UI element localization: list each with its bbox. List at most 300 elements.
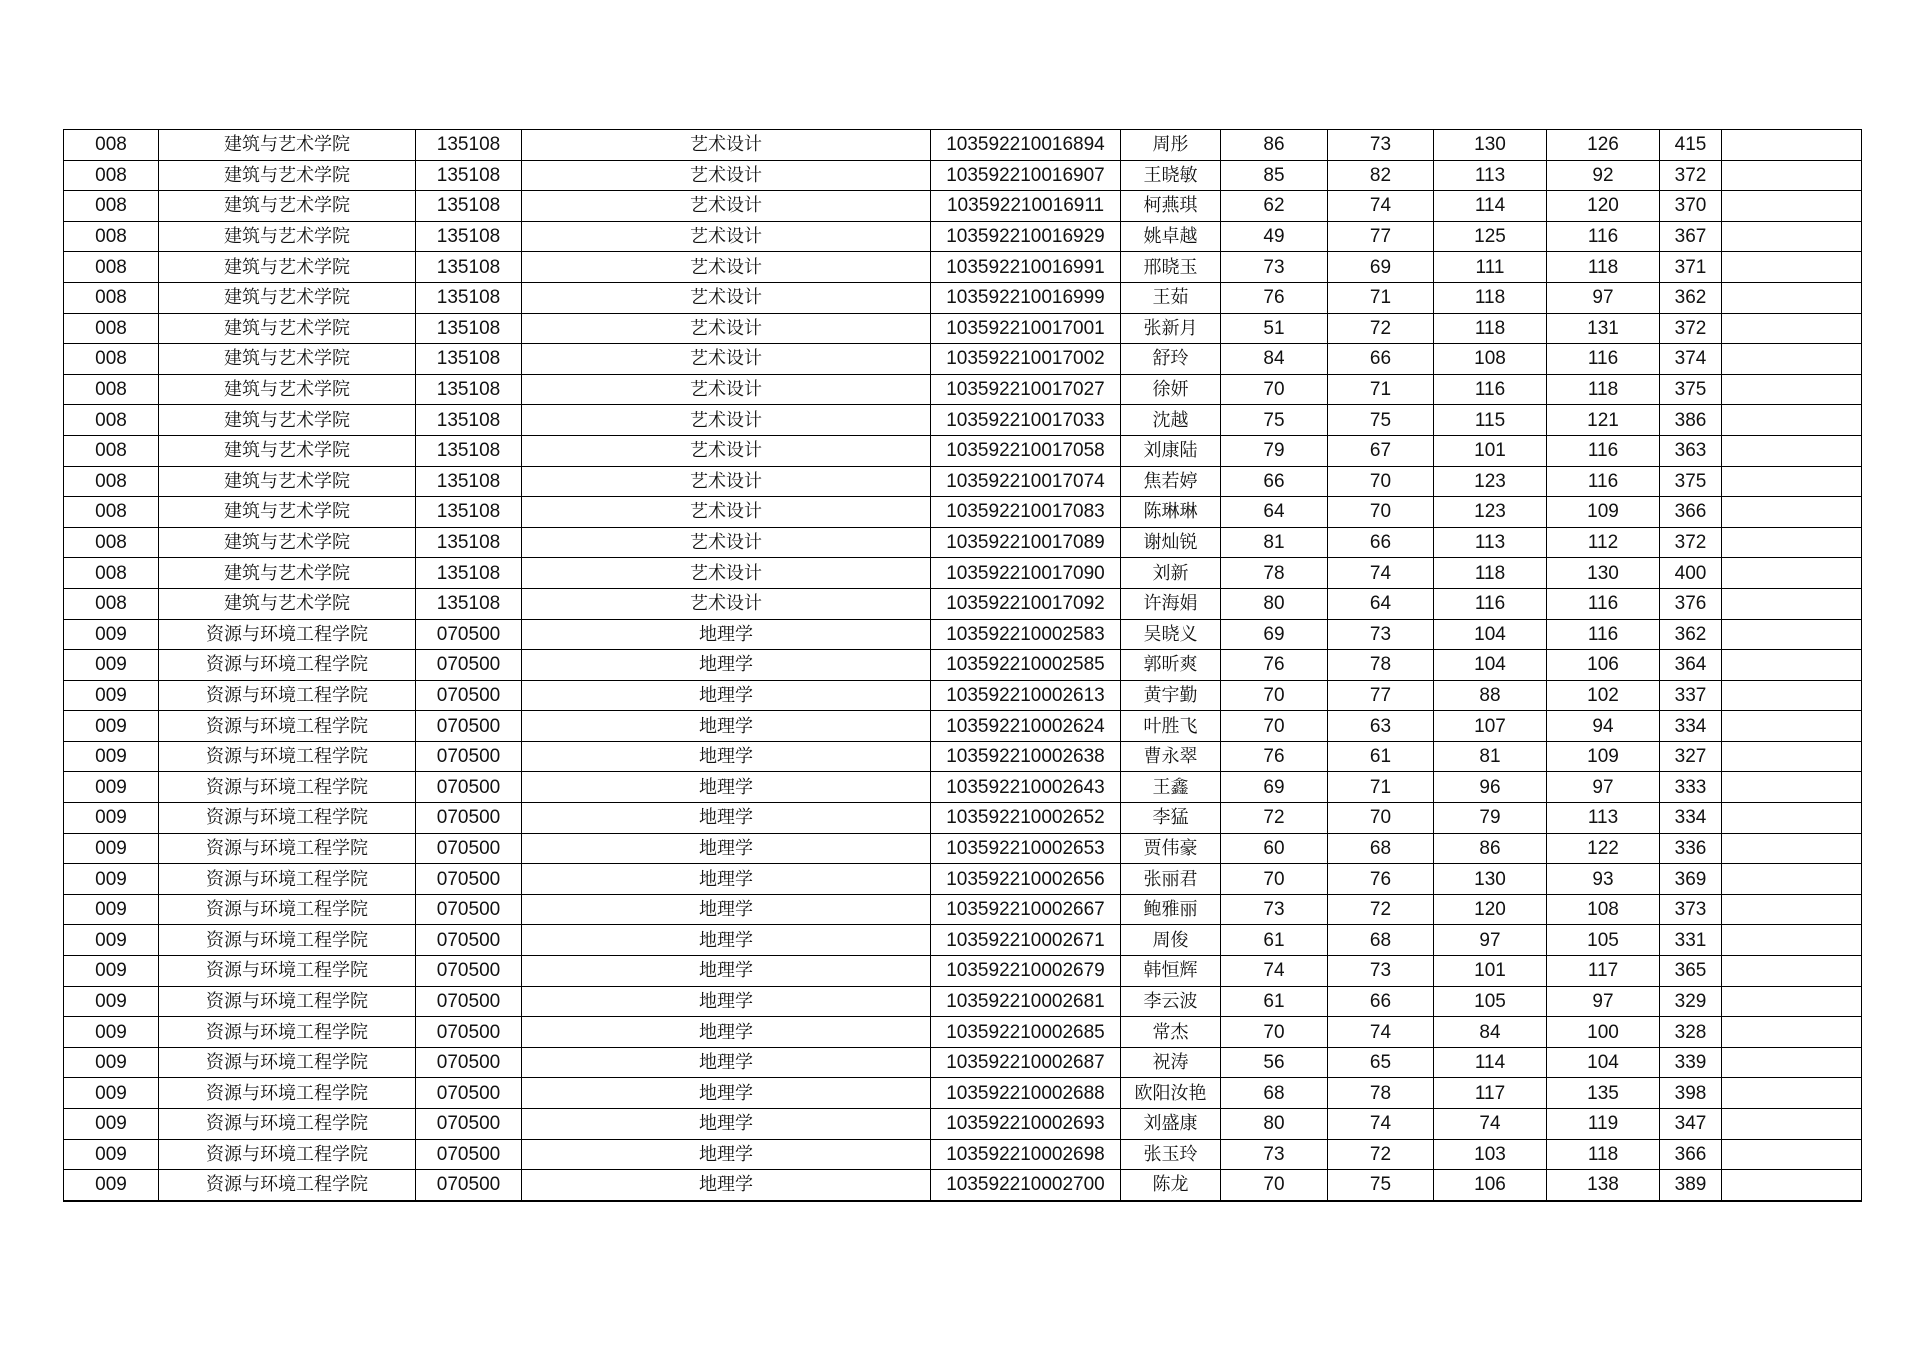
major-code-cell: 135108 <box>416 221 522 252</box>
exam-id-cell: 103592210002613 <box>931 680 1121 711</box>
major-code-cell: 070500 <box>416 680 522 711</box>
table-row <box>64 405 1862 436</box>
college-name-cell: 建筑与艺术学院 <box>159 191 416 222</box>
remark-cell <box>1722 711 1862 742</box>
college-code-cell: 009 <box>64 711 159 742</box>
college-name-cell: 资源与环境工程学院 <box>159 1139 416 1170</box>
student-name-cell: 黄宇勤 <box>1121 680 1221 711</box>
exam-id-cell: 103592210002679 <box>931 956 1121 987</box>
college-code-cell: 009 <box>64 1139 159 1170</box>
major-name-cell: 艺术设计 <box>522 374 931 405</box>
student-name-cell: 周俊 <box>1121 925 1221 956</box>
remark-cell <box>1722 1170 1862 1201</box>
score-2-cell: 70 <box>1328 803 1434 834</box>
college-code-cell: 009 <box>64 925 159 956</box>
exam-id-cell: 103592210017001 <box>931 313 1121 344</box>
exam-id-cell: 103592210017033 <box>931 405 1121 436</box>
table-row <box>64 588 1862 619</box>
major-code-cell: 070500 <box>416 619 522 650</box>
major-code-cell: 135108 <box>416 252 522 283</box>
table-row <box>64 925 1862 956</box>
college-code-cell: 009 <box>64 986 159 1017</box>
student-name-cell: 徐妍 <box>1121 374 1221 405</box>
college-name-cell: 资源与环境工程学院 <box>159 741 416 772</box>
college-code-cell: 008 <box>64 160 159 191</box>
total-score-cell: 400 <box>1660 558 1722 589</box>
table-row <box>64 1139 1862 1170</box>
remark-cell <box>1722 650 1862 681</box>
score-4-cell: 122 <box>1547 833 1660 864</box>
table-row <box>64 435 1862 466</box>
score-3-cell: 114 <box>1434 191 1547 222</box>
score-3-cell: 101 <box>1434 435 1547 466</box>
remark-cell <box>1722 160 1862 191</box>
score-3-cell: 125 <box>1434 221 1547 252</box>
exam-id-cell: 103592210002656 <box>931 864 1121 895</box>
exam-id-cell: 103592210017027 <box>931 374 1121 405</box>
exam-id-cell: 103592210016999 <box>931 282 1121 313</box>
major-code-cell: 070500 <box>416 986 522 1017</box>
student-name-cell: 王茹 <box>1121 282 1221 313</box>
score-4-cell: 116 <box>1547 466 1660 497</box>
college-name-cell: 资源与环境工程学院 <box>159 803 416 834</box>
major-name-cell: 地理学 <box>522 1047 931 1078</box>
score-1-cell: 69 <box>1221 619 1328 650</box>
score-3-cell: 130 <box>1434 130 1547 161</box>
major-name-cell: 地理学 <box>522 680 931 711</box>
student-name-cell: 鲍雅丽 <box>1121 894 1221 925</box>
student-name-cell: 李猛 <box>1121 803 1221 834</box>
score-2-cell: 77 <box>1328 680 1434 711</box>
college-name-cell: 资源与环境工程学院 <box>159 833 416 864</box>
score-2-cell: 74 <box>1328 1017 1434 1048</box>
major-code-cell: 135108 <box>416 588 522 619</box>
score-3-cell: 106 <box>1434 1170 1547 1201</box>
college-code-cell: 009 <box>64 1078 159 1109</box>
score-2-cell: 68 <box>1328 833 1434 864</box>
table-row <box>64 558 1862 589</box>
major-name-cell: 地理学 <box>522 619 931 650</box>
total-score-cell: 363 <box>1660 435 1722 466</box>
college-code-cell: 008 <box>64 221 159 252</box>
exam-id-cell: 103592210002652 <box>931 803 1121 834</box>
score-2-cell: 73 <box>1328 956 1434 987</box>
score-4-cell: 138 <box>1547 1170 1660 1201</box>
student-name-cell: 常杰 <box>1121 1017 1221 1048</box>
total-score-cell: 336 <box>1660 833 1722 864</box>
remark-cell <box>1722 313 1862 344</box>
exam-id-cell: 103592210002685 <box>931 1017 1121 1048</box>
score-4-cell: 108 <box>1547 894 1660 925</box>
remark-cell <box>1722 803 1862 834</box>
exam-id-cell: 103592210016991 <box>931 252 1121 283</box>
major-name-cell: 地理学 <box>522 986 931 1017</box>
score-1-cell: 61 <box>1221 925 1328 956</box>
college-code-cell: 008 <box>64 374 159 405</box>
table-row <box>64 864 1862 895</box>
college-name-cell: 建筑与艺术学院 <box>159 252 416 283</box>
major-code-cell: 135108 <box>416 435 522 466</box>
student-name-cell: 张新月 <box>1121 313 1221 344</box>
major-name-cell: 艺术设计 <box>522 435 931 466</box>
score-3-cell: 97 <box>1434 925 1547 956</box>
major-code-cell: 135108 <box>416 558 522 589</box>
score-3-cell: 115 <box>1434 405 1547 436</box>
table-row <box>64 344 1862 375</box>
score-2-cell: 75 <box>1328 1170 1434 1201</box>
score-4-cell: 118 <box>1547 374 1660 405</box>
total-score-cell: 339 <box>1660 1047 1722 1078</box>
remark-cell <box>1722 894 1862 925</box>
remark-cell <box>1722 1047 1862 1078</box>
exam-id-cell: 103592210002671 <box>931 925 1121 956</box>
score-3-cell: 113 <box>1434 527 1547 558</box>
major-code-cell: 070500 <box>416 833 522 864</box>
score-1-cell: 49 <box>1221 221 1328 252</box>
table-row <box>64 1109 1862 1140</box>
table-row <box>64 1078 1862 1109</box>
major-name-cell: 地理学 <box>522 1139 931 1170</box>
score-3-cell: 111 <box>1434 252 1547 283</box>
exam-id-cell: 103592210017058 <box>931 435 1121 466</box>
student-name-cell: 吴晓义 <box>1121 619 1221 650</box>
college-code-cell: 008 <box>64 313 159 344</box>
major-code-cell: 070500 <box>416 1047 522 1078</box>
score-2-cell: 69 <box>1328 252 1434 283</box>
exam-id-cell: 103592210017074 <box>931 466 1121 497</box>
college-name-cell: 建筑与艺术学院 <box>159 374 416 405</box>
total-score-cell: 364 <box>1660 650 1722 681</box>
major-code-cell: 135108 <box>416 313 522 344</box>
total-score-cell: 386 <box>1660 405 1722 436</box>
score-4-cell: 131 <box>1547 313 1660 344</box>
major-code-cell: 070500 <box>416 741 522 772</box>
score-1-cell: 73 <box>1221 252 1328 283</box>
score-4-cell: 113 <box>1547 803 1660 834</box>
score-1-cell: 86 <box>1221 130 1328 161</box>
score-table-body <box>64 130 1862 1201</box>
table-row <box>64 527 1862 558</box>
student-name-cell: 刘康陆 <box>1121 435 1221 466</box>
exam-id-cell: 103592210016894 <box>931 130 1121 161</box>
score-2-cell: 78 <box>1328 650 1434 681</box>
total-score-cell: 370 <box>1660 191 1722 222</box>
table-row <box>64 772 1862 803</box>
score-3-cell: 103 <box>1434 1139 1547 1170</box>
score-2-cell: 72 <box>1328 313 1434 344</box>
score-2-cell: 74 <box>1328 191 1434 222</box>
major-code-cell: 135108 <box>416 466 522 497</box>
exam-id-cell: 103592210002681 <box>931 986 1121 1017</box>
major-code-cell: 070500 <box>416 1139 522 1170</box>
exam-id-cell: 103592210002643 <box>931 772 1121 803</box>
major-code-cell: 070500 <box>416 1109 522 1140</box>
table-row <box>64 221 1862 252</box>
student-name-cell: 张玉玲 <box>1121 1139 1221 1170</box>
major-name-cell: 艺术设计 <box>522 344 931 375</box>
remark-cell <box>1722 956 1862 987</box>
exam-id-cell: 103592210002585 <box>931 650 1121 681</box>
college-name-cell: 建筑与艺术学院 <box>159 466 416 497</box>
remark-cell <box>1722 191 1862 222</box>
score-3-cell: 107 <box>1434 711 1547 742</box>
score-2-cell: 76 <box>1328 864 1434 895</box>
remark-cell <box>1722 221 1862 252</box>
remark-cell <box>1722 374 1862 405</box>
major-name-cell: 地理学 <box>522 741 931 772</box>
college-code-cell: 008 <box>64 466 159 497</box>
major-code-cell: 135108 <box>416 527 522 558</box>
score-2-cell: 77 <box>1328 221 1434 252</box>
student-name-cell: 许海娟 <box>1121 588 1221 619</box>
college-name-cell: 资源与环境工程学院 <box>159 1047 416 1078</box>
score-1-cell: 76 <box>1221 741 1328 772</box>
major-code-cell: 070500 <box>416 772 522 803</box>
student-name-cell: 焦若婷 <box>1121 466 1221 497</box>
score-4-cell: 112 <box>1547 527 1660 558</box>
major-name-cell: 艺术设计 <box>522 405 931 436</box>
score-1-cell: 51 <box>1221 313 1328 344</box>
college-code-cell: 008 <box>64 588 159 619</box>
score-3-cell: 74 <box>1434 1109 1547 1140</box>
score-2-cell: 72 <box>1328 1139 1434 1170</box>
total-score-cell: 327 <box>1660 741 1722 772</box>
score-4-cell: 130 <box>1547 558 1660 589</box>
college-code-cell: 009 <box>64 741 159 772</box>
total-score-cell: 367 <box>1660 221 1722 252</box>
score-3-cell: 105 <box>1434 986 1547 1017</box>
major-name-cell: 艺术设计 <box>522 588 931 619</box>
score-3-cell: 104 <box>1434 650 1547 681</box>
score-4-cell: 92 <box>1547 160 1660 191</box>
score-1-cell: 75 <box>1221 405 1328 436</box>
score-4-cell: 118 <box>1547 252 1660 283</box>
exam-id-cell: 103592210002638 <box>931 741 1121 772</box>
college-name-cell: 建筑与艺术学院 <box>159 435 416 466</box>
score-3-cell: 108 <box>1434 344 1547 375</box>
college-code-cell: 008 <box>64 435 159 466</box>
major-name-cell: 艺术设计 <box>522 466 931 497</box>
score-1-cell: 70 <box>1221 1170 1328 1201</box>
major-name-cell: 地理学 <box>522 894 931 925</box>
total-score-cell: 415 <box>1660 130 1722 161</box>
table-row <box>64 282 1862 313</box>
remark-cell <box>1722 1139 1862 1170</box>
college-name-cell: 资源与环境工程学院 <box>159 650 416 681</box>
major-code-cell: 070500 <box>416 956 522 987</box>
score-2-cell: 66 <box>1328 986 1434 1017</box>
score-3-cell: 120 <box>1434 894 1547 925</box>
major-name-cell: 地理学 <box>522 650 931 681</box>
total-score-cell: 333 <box>1660 772 1722 803</box>
score-3-cell: 118 <box>1434 282 1547 313</box>
exam-id-cell: 103592210016929 <box>931 221 1121 252</box>
table-row <box>64 160 1862 191</box>
exam-id-cell: 103592210002687 <box>931 1047 1121 1078</box>
score-4-cell: 106 <box>1547 650 1660 681</box>
score-2-cell: 70 <box>1328 497 1434 528</box>
major-name-cell: 地理学 <box>522 1109 931 1140</box>
college-name-cell: 建筑与艺术学院 <box>159 344 416 375</box>
major-code-cell: 070500 <box>416 925 522 956</box>
college-name-cell: 建筑与艺术学院 <box>159 160 416 191</box>
score-4-cell: 105 <box>1547 925 1660 956</box>
exam-id-cell: 103592210017083 <box>931 497 1121 528</box>
student-name-cell: 张丽君 <box>1121 864 1221 895</box>
college-code-cell: 008 <box>64 252 159 283</box>
score-3-cell: 96 <box>1434 772 1547 803</box>
student-name-cell: 姚卓越 <box>1121 221 1221 252</box>
score-1-cell: 60 <box>1221 833 1328 864</box>
total-score-cell: 362 <box>1660 619 1722 650</box>
score-2-cell: 72 <box>1328 894 1434 925</box>
major-code-cell: 070500 <box>416 894 522 925</box>
total-score-cell: 337 <box>1660 680 1722 711</box>
major-code-cell: 070500 <box>416 1170 522 1201</box>
score-4-cell: 121 <box>1547 405 1660 436</box>
total-score-cell: 372 <box>1660 160 1722 191</box>
college-name-cell: 建筑与艺术学院 <box>159 558 416 589</box>
score-1-cell: 73 <box>1221 1139 1328 1170</box>
total-score-cell: 328 <box>1660 1017 1722 1048</box>
score-3-cell: 88 <box>1434 680 1547 711</box>
major-name-cell: 艺术设计 <box>522 191 931 222</box>
major-name-cell: 艺术设计 <box>522 497 931 528</box>
table-row <box>64 374 1862 405</box>
remark-cell <box>1722 527 1862 558</box>
score-3-cell: 84 <box>1434 1017 1547 1048</box>
student-name-cell: 舒玲 <box>1121 344 1221 375</box>
exam-id-cell: 103592210002693 <box>931 1109 1121 1140</box>
score-4-cell: 93 <box>1547 864 1660 895</box>
remark-cell <box>1722 1109 1862 1140</box>
remark-cell <box>1722 741 1862 772</box>
remark-cell <box>1722 833 1862 864</box>
score-2-cell: 71 <box>1328 282 1434 313</box>
score-2-cell: 73 <box>1328 619 1434 650</box>
total-score-cell: 366 <box>1660 497 1722 528</box>
score-1-cell: 81 <box>1221 527 1328 558</box>
score-1-cell: 64 <box>1221 497 1328 528</box>
college-name-cell: 资源与环境工程学院 <box>159 680 416 711</box>
table-row <box>64 619 1862 650</box>
college-name-cell: 建筑与艺术学院 <box>159 130 416 161</box>
table-row <box>64 803 1862 834</box>
student-name-cell: 郭昕爽 <box>1121 650 1221 681</box>
college-name-cell: 建筑与艺术学院 <box>159 527 416 558</box>
total-score-cell: 372 <box>1660 313 1722 344</box>
remark-cell <box>1722 619 1862 650</box>
college-code-cell: 009 <box>64 1109 159 1140</box>
total-score-cell: 389 <box>1660 1170 1722 1201</box>
college-code-cell: 009 <box>64 1170 159 1201</box>
table-row <box>64 497 1862 528</box>
score-4-cell: 109 <box>1547 741 1660 772</box>
table-row <box>64 1170 1862 1201</box>
score-4-cell: 104 <box>1547 1047 1660 1078</box>
score-2-cell: 71 <box>1328 772 1434 803</box>
student-name-cell: 陈龙 <box>1121 1170 1221 1201</box>
major-code-cell: 070500 <box>416 803 522 834</box>
score-1-cell: 74 <box>1221 956 1328 987</box>
total-score-cell: 329 <box>1660 986 1722 1017</box>
score-2-cell: 71 <box>1328 374 1434 405</box>
score-2-cell: 65 <box>1328 1047 1434 1078</box>
score-1-cell: 70 <box>1221 680 1328 711</box>
major-name-cell: 艺术设计 <box>522 527 931 558</box>
remark-cell <box>1722 466 1862 497</box>
exam-id-cell: 103592210002653 <box>931 833 1121 864</box>
total-score-cell: 375 <box>1660 374 1722 405</box>
college-code-cell: 008 <box>64 497 159 528</box>
college-code-cell: 008 <box>64 527 159 558</box>
score-3-cell: 104 <box>1434 619 1547 650</box>
score-1-cell: 76 <box>1221 282 1328 313</box>
score-4-cell: 120 <box>1547 191 1660 222</box>
exam-id-cell: 103592210016911 <box>931 191 1121 222</box>
total-score-cell: 369 <box>1660 864 1722 895</box>
table-row <box>64 313 1862 344</box>
score-4-cell: 97 <box>1547 986 1660 1017</box>
score-3-cell: 114 <box>1434 1047 1547 1078</box>
college-code-cell: 009 <box>64 894 159 925</box>
remark-cell <box>1722 864 1862 895</box>
college-code-cell: 009 <box>64 619 159 650</box>
score-3-cell: 118 <box>1434 313 1547 344</box>
table-row <box>64 1047 1862 1078</box>
total-score-cell: 372 <box>1660 527 1722 558</box>
student-name-cell: 柯燕琪 <box>1121 191 1221 222</box>
college-name-cell: 资源与环境工程学院 <box>159 1109 416 1140</box>
student-name-cell: 王晓敏 <box>1121 160 1221 191</box>
major-name-cell: 地理学 <box>522 1017 931 1048</box>
college-code-cell: 009 <box>64 650 159 681</box>
score-1-cell: 84 <box>1221 344 1328 375</box>
remark-cell <box>1722 925 1862 956</box>
college-name-cell: 建筑与艺术学院 <box>159 313 416 344</box>
major-name-cell: 地理学 <box>522 711 931 742</box>
student-name-cell: 沈越 <box>1121 405 1221 436</box>
major-code-cell: 135108 <box>416 130 522 161</box>
major-code-cell: 135108 <box>416 160 522 191</box>
major-name-cell: 艺术设计 <box>522 221 931 252</box>
score-4-cell: 97 <box>1547 282 1660 313</box>
table-row <box>64 650 1862 681</box>
table-row <box>64 956 1862 987</box>
college-name-cell: 资源与环境工程学院 <box>159 925 416 956</box>
major-code-cell: 135108 <box>416 191 522 222</box>
college-code-cell: 009 <box>64 864 159 895</box>
student-name-cell: 贾伟豪 <box>1121 833 1221 864</box>
college-name-cell: 资源与环境工程学院 <box>159 986 416 1017</box>
total-score-cell: 374 <box>1660 344 1722 375</box>
student-name-cell: 刘新 <box>1121 558 1221 589</box>
score-2-cell: 63 <box>1328 711 1434 742</box>
student-name-cell: 刘盛康 <box>1121 1109 1221 1140</box>
score-table <box>63 129 1862 1202</box>
score-1-cell: 85 <box>1221 160 1328 191</box>
college-name-cell: 资源与环境工程学院 <box>159 1017 416 1048</box>
total-score-cell: 347 <box>1660 1109 1722 1140</box>
table-row <box>64 1017 1862 1048</box>
score-3-cell: 123 <box>1434 497 1547 528</box>
major-name-cell: 艺术设计 <box>522 130 931 161</box>
college-name-cell: 资源与环境工程学院 <box>159 1078 416 1109</box>
student-name-cell: 周彤 <box>1121 130 1221 161</box>
score-1-cell: 76 <box>1221 650 1328 681</box>
college-name-cell: 资源与环境工程学院 <box>159 711 416 742</box>
student-name-cell: 叶胜飞 <box>1121 711 1221 742</box>
